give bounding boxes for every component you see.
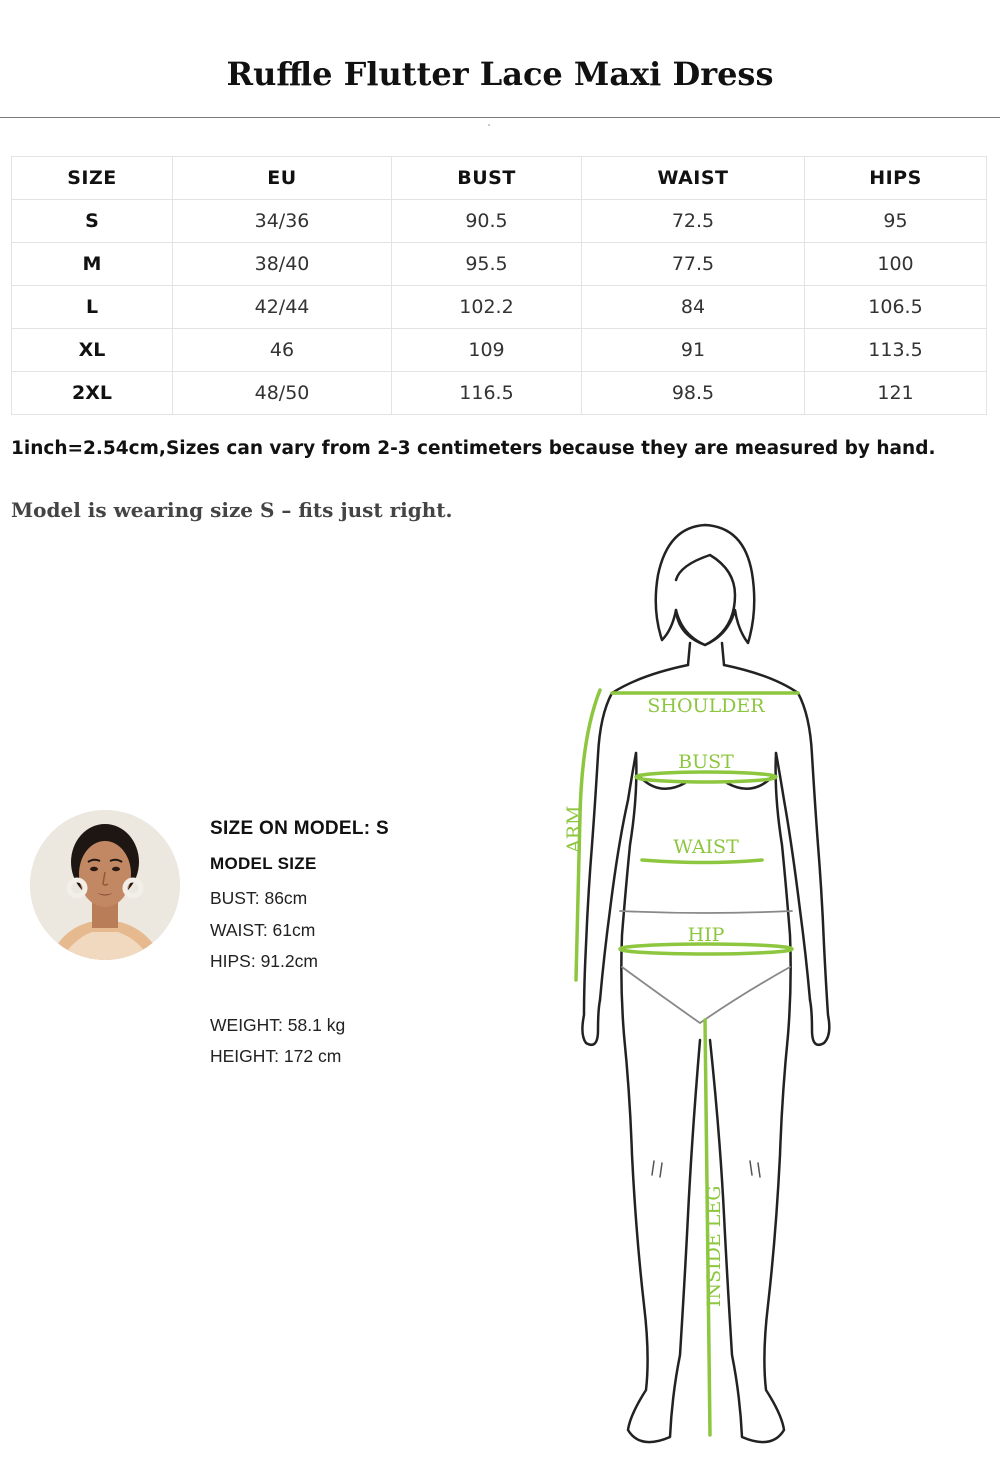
- cell-bust: 102.2: [392, 286, 582, 329]
- size-chart-table: [11, 156, 987, 415]
- model-avatar: [30, 810, 180, 960]
- header-hips: HIPS: [805, 157, 987, 200]
- model-bust: BUST: 86cm: [210, 888, 308, 908]
- cell-size: 2XL: [12, 372, 173, 415]
- cell-eu: 48/50: [173, 372, 392, 415]
- size-on-model: SIZE ON MODEL: S: [210, 818, 389, 839]
- arm-label: ARM: [563, 805, 585, 853]
- measurement-note: 1inch=2.54cm,Sizes can vary from 2-3 centimeters because they are measured by hand.: [11, 438, 936, 459]
- cell-hips: 121: [805, 372, 987, 415]
- cell-size: M: [12, 243, 173, 286]
- cell-bust: 90.5: [392, 200, 582, 243]
- cell-waist: 84: [582, 286, 805, 329]
- model-waist: WAIST: 61cm: [210, 919, 316, 940]
- table-row: [12, 200, 987, 243]
- cell-eu: 38/40: [173, 243, 392, 286]
- model-hips: HIPS: 91.2cm: [210, 951, 318, 971]
- cell-hips: 95: [805, 200, 987, 243]
- cell-hips: 100: [805, 243, 987, 286]
- cell-eu: 46: [173, 329, 392, 372]
- body-measurement-diagram: [540, 515, 860, 1455]
- model-weight: WEIGHT: 58.1 kg: [210, 1014, 346, 1035]
- table-row: [12, 372, 987, 415]
- table-row: [12, 286, 987, 329]
- header-waist: WAIST: [582, 157, 805, 200]
- cell-waist: 77.5: [582, 243, 805, 286]
- cell-size: XL: [12, 329, 173, 372]
- cell-size: S: [12, 200, 173, 243]
- bust-label: BUST: [678, 751, 734, 773]
- cell-bust: 116.5: [392, 372, 582, 415]
- waist-label: WAIST: [673, 836, 739, 858]
- cell-eu: 34/36: [173, 200, 392, 243]
- header-size: SIZE: [12, 157, 173, 200]
- header-bust: BUST: [392, 157, 582, 200]
- cell-waist: 91: [582, 329, 805, 372]
- cell-bust: 109: [392, 329, 582, 372]
- model-wearing-note: Model is wearing size S – fits just right.: [11, 498, 453, 522]
- model-height: HEIGHT: 172 cm: [210, 1046, 342, 1066]
- cell-waist: 98.5: [582, 372, 805, 415]
- cell-bust: 95.5: [392, 243, 582, 286]
- cell-hips: 106.5: [805, 286, 987, 329]
- divider-dot: [488, 124, 490, 126]
- title-divider: [0, 117, 1000, 118]
- inside-leg-label: INSIDE LEG: [703, 1185, 725, 1307]
- cell-waist: 72.5: [582, 200, 805, 243]
- table-row: [12, 329, 987, 372]
- model-info: [210, 818, 389, 1076]
- cell-size: L: [12, 286, 173, 329]
- hip-label: HIP: [687, 924, 725, 946]
- model-size-heading: MODEL SIZE: [210, 854, 317, 873]
- measurement-lines: [576, 690, 798, 1435]
- page-title: Ruffle Flutter Lace Maxi Dress: [226, 55, 774, 93]
- cell-hips: 113.5: [805, 329, 987, 372]
- cell-eu: 42/44: [173, 286, 392, 329]
- shoulder-label: SHOULDER: [647, 695, 765, 717]
- model-portrait-icon: [30, 810, 180, 960]
- table-row: [12, 243, 987, 286]
- bust-line: [636, 772, 776, 782]
- waist-line: [642, 860, 762, 863]
- table-header-row: [12, 157, 987, 200]
- header-eu: EU: [173, 157, 392, 200]
